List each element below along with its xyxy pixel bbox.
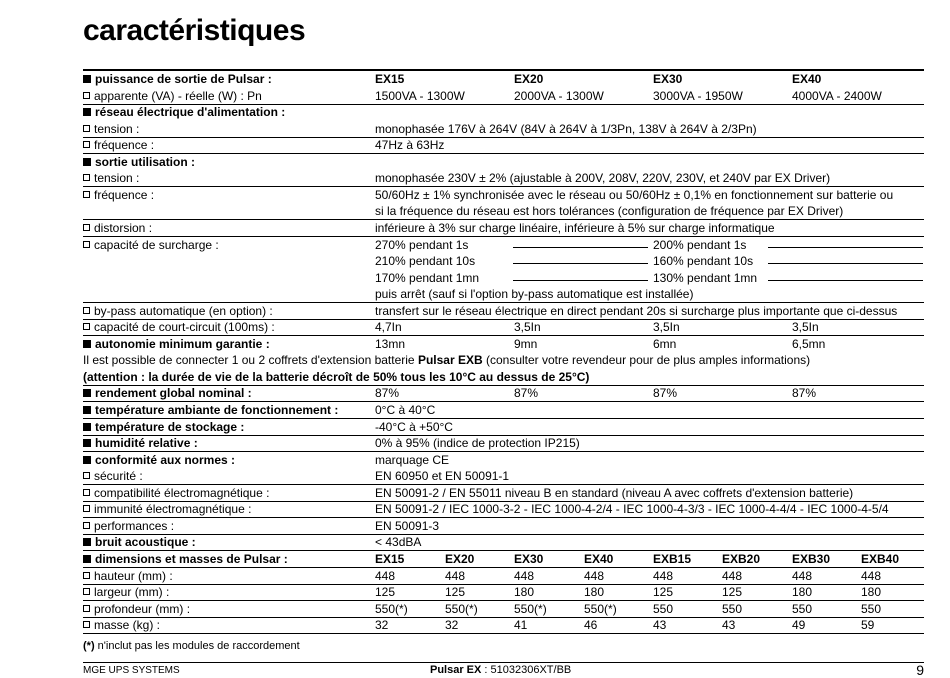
spec-row	[83, 435, 924, 452]
spec-label: apparente (VA) - réelle (W) : Pn	[83, 88, 262, 104]
spec-row	[83, 419, 924, 436]
spec-label: capacité de surcharge :	[83, 237, 219, 253]
spec-row	[83, 286, 924, 303]
spec-row	[83, 402, 924, 419]
spec-cell: EX20	[514, 72, 544, 86]
spec-cell: EX40	[792, 72, 822, 86]
spec-label: capacité de court-circuit (100ms) :	[83, 319, 275, 335]
page-title: caractéristiques	[83, 14, 306, 47]
empty-square-icon	[83, 174, 90, 181]
spec-label: masse (kg) :	[83, 617, 160, 633]
dimension-cell: 448	[861, 568, 882, 583]
spec-row	[83, 303, 924, 320]
blank-line	[768, 237, 923, 248]
spec-cell: 87%	[375, 386, 400, 401]
dimension-cell: 180	[584, 585, 605, 600]
spec-label: sortie utilisation :	[83, 154, 195, 170]
empty-square-icon	[83, 241, 90, 248]
spec-row	[83, 369, 924, 386]
empty-square-icon	[83, 572, 90, 579]
spec-label: réseau électrique d'alimentation :	[83, 104, 285, 120]
empty-square-icon	[83, 191, 90, 198]
filled-square-icon	[83, 456, 91, 464]
dimension-cell: 550	[653, 601, 674, 616]
spec-label: fréquence :	[83, 137, 154, 153]
spec-value: EN 60950 et EN 50091-1	[375, 469, 510, 484]
spec-row	[83, 568, 924, 585]
spec-row	[83, 468, 924, 485]
dimension-cell: EXB20	[722, 551, 761, 566]
spec-value: marquage CE	[375, 452, 450, 467]
dimension-cell: EXB40	[861, 551, 900, 566]
spec-row	[83, 452, 924, 468]
spec-label: dimensions et masses de Pulsar :	[83, 551, 288, 567]
empty-square-icon	[83, 489, 90, 496]
battery-extension-text: Il est possible de connecter 1 ou 2 coffrets d'extension batterie Pulsar EXB (consulter votre revendeur pour de plus amples informations)	[83, 353, 811, 368]
footnote: (*) n'inclut pas les modules de raccordement	[83, 640, 300, 652]
spec-label: immunité électromagnétique :	[83, 501, 251, 517]
filled-square-icon	[83, 75, 91, 83]
dimension-cell: 448	[722, 568, 743, 583]
spec-cell: 1500VA - 1300W	[375, 88, 465, 103]
dimension-cell: 125	[722, 585, 743, 600]
spec-cell: 6mn	[653, 336, 677, 351]
dimension-cell: 125	[445, 585, 466, 600]
footer-company: MGE UPS SYSTEMS	[83, 665, 180, 676]
spec-value: < 43dBA	[375, 535, 422, 550]
spec-cell: EX15	[375, 72, 405, 86]
dimension-cell: 32	[375, 618, 389, 633]
spec-row	[83, 88, 924, 105]
spec-value: 0°C à 40°C	[375, 403, 436, 417]
empty-square-icon	[83, 92, 90, 99]
spec-row	[83, 319, 924, 336]
spec-label: puissance de sortie de Pulsar :	[83, 71, 272, 87]
dimension-cell: 448	[584, 568, 605, 583]
dimension-cell: 448	[792, 568, 813, 583]
dimension-cell: 125	[375, 585, 396, 600]
spec-row	[83, 154, 924, 170]
filled-square-icon	[83, 423, 91, 431]
spec-label: température de stockage :	[83, 419, 244, 435]
spec-label: largeur (mm) :	[83, 584, 169, 600]
dimension-cell: 180	[861, 585, 882, 600]
spec-row	[83, 584, 924, 601]
dimension-cell: EX15	[375, 551, 405, 566]
spec-row	[83, 187, 924, 203]
spec-cell: 3,5In	[514, 320, 541, 335]
empty-square-icon	[83, 472, 90, 479]
dimension-cell: 550(*)	[514, 601, 547, 616]
spec-row	[83, 336, 924, 352]
empty-square-icon	[83, 141, 90, 148]
page-number: 9	[916, 662, 924, 678]
spec-label: bruit acoustique :	[83, 534, 196, 550]
spec-label: hauteur (mm) :	[83, 568, 173, 584]
dimension-cell: EX40	[584, 551, 614, 566]
dimension-cell: 550(*)	[584, 601, 617, 616]
dimension-cell: 32	[445, 618, 459, 633]
spec-value: transfert sur le réseau électrique en direct pendant 20s si surcharge plus importante que ci-dessus	[375, 303, 898, 318]
dimension-cell: 550	[861, 601, 882, 616]
spec-row	[83, 237, 924, 253]
spec-cell: 3000VA - 1950W	[653, 88, 743, 103]
dimension-cell: 46	[584, 618, 598, 633]
spec-label: humidité relative :	[83, 435, 198, 451]
dimension-cell: 180	[514, 585, 535, 600]
spec-cell: 2000VA - 1300W	[514, 88, 604, 103]
blank-line	[768, 253, 923, 264]
blank-line	[768, 270, 923, 281]
spec-value: -40°C à +50°C	[375, 419, 453, 434]
spec-cell: 3,5In	[653, 320, 680, 335]
spec-row	[83, 385, 924, 402]
spec-value: EN 50091-2 / IEC 1000-3-2 - IEC 1000-4-2/4 - IEC 1000-4-3/3 - IEC 1000-4-4/4 - IEC 1000-4-5/4	[375, 502, 889, 517]
spec-label: by-pass automatique (en option) :	[83, 303, 273, 319]
dimension-cell: 43	[653, 618, 667, 633]
spec-row	[83, 501, 924, 518]
spec-cell: EX30	[653, 72, 683, 86]
dimension-cell: EX30	[514, 551, 544, 566]
footer-rule	[83, 662, 924, 663]
spec-row	[83, 121, 924, 138]
overload-value: 200% pendant 1s	[653, 237, 747, 252]
filled-square-icon	[83, 158, 91, 166]
blank-line	[513, 253, 648, 264]
empty-square-icon	[83, 621, 90, 628]
spec-value: puis arrêt (sauf si l'option by-pass automatique est installée)	[375, 287, 694, 302]
empty-square-icon	[83, 588, 90, 595]
dimension-cell: 550(*)	[375, 601, 408, 616]
spec-row	[83, 220, 924, 237]
spec-label: conformité aux normes :	[83, 452, 235, 468]
spec-label: tension :	[83, 121, 139, 137]
spec-cell: 87%	[792, 386, 817, 401]
spec-row	[83, 253, 924, 269]
spec-label: rendement global nominal :	[83, 385, 252, 401]
spec-label: autonomie minimum garantie :	[83, 336, 270, 352]
blank-line	[513, 270, 648, 281]
spec-cell: 87%	[653, 386, 678, 401]
dimension-cell: 550	[792, 601, 813, 616]
dimension-cell: EXB15	[653, 551, 692, 566]
filled-square-icon	[83, 555, 91, 563]
spec-row	[83, 170, 924, 187]
spec-cell: 87%	[514, 386, 539, 401]
overload-value: 130% pendant 1mn	[653, 270, 758, 285]
spec-row	[83, 617, 924, 634]
spec-label: profondeur (mm) :	[83, 601, 190, 617]
filled-square-icon	[83, 439, 91, 447]
spec-value: 0% à 95% (indice de protection IP215)	[375, 436, 580, 451]
dimension-cell: 448	[375, 568, 396, 583]
spec-row	[83, 270, 924, 286]
empty-square-icon	[83, 505, 90, 512]
dimension-cell: 125	[653, 585, 674, 600]
empty-square-icon	[83, 224, 90, 231]
spec-label: distorsion :	[83, 220, 152, 236]
dimension-cell: EX20	[445, 551, 475, 566]
spec-cell: 13mn	[375, 336, 406, 351]
spec-row	[83, 518, 924, 535]
dimension-cell: 448	[653, 568, 674, 583]
dimension-cell: 43	[722, 618, 736, 633]
footer-doc-ref: Pulsar EX : 51032306XT/BB	[430, 664, 572, 676]
spec-value: monophasée 176V à 264V (84V à 264V à 1/3Pn, 138V à 264V à 2/3Pn)	[375, 121, 757, 136]
dimension-cell: 49	[792, 618, 806, 633]
filled-square-icon	[83, 538, 91, 546]
spec-row	[83, 534, 924, 551]
empty-square-icon	[83, 522, 90, 529]
spec-value: inférieure à 3% sur charge linéaire, inférieure à 5% sur charge informatique	[375, 220, 775, 235]
spec-label: compatibilité électromagnétique :	[83, 485, 269, 501]
filled-square-icon	[83, 406, 91, 414]
empty-square-icon	[83, 605, 90, 612]
filled-square-icon	[83, 108, 91, 116]
spec-label: fréquence :	[83, 187, 154, 203]
empty-square-icon	[83, 307, 90, 314]
overload-value: 210% pendant 10s	[375, 254, 476, 269]
spec-label: performances :	[83, 518, 174, 534]
spec-row	[83, 137, 924, 154]
spec-cell: 3,5In	[792, 320, 819, 335]
spec-cell: 4,7In	[375, 320, 402, 335]
spec-cell: 9mn	[514, 336, 538, 351]
spec-row	[83, 352, 924, 368]
spec-row	[83, 71, 924, 87]
blank-line	[513, 237, 648, 248]
dimension-cell: 180	[792, 585, 813, 600]
spec-value: 47Hz à 63Hz	[375, 138, 445, 153]
spec-cell: 4000VA - 2400W	[792, 88, 882, 103]
spec-label: sécurité :	[83, 468, 143, 484]
filled-square-icon	[83, 389, 91, 397]
spec-value: EN 50091-2 / EN 55011 niveau B en standard (niveau A avec coffrets d'extension batterie)	[375, 485, 854, 500]
dimension-cell: 41	[514, 618, 528, 633]
dimension-cell: 448	[514, 568, 535, 583]
dimension-cell: EXB30	[792, 551, 831, 566]
dimension-cell: 550	[722, 601, 743, 616]
overload-value: 270% pendant 1s	[375, 237, 469, 252]
battery-warning-text: (attention : la durée de vie de la batterie décroît de 50% tous les 10°C au dessus de 25°C)	[83, 369, 590, 384]
spec-row	[83, 601, 924, 618]
empty-square-icon	[83, 125, 90, 132]
spec-value: si la fréquence du réseau est hors tolérances (configuration de fréquence par EX Driver)	[375, 204, 844, 219]
spec-row	[83, 551, 924, 568]
spec-cell: 6,5mn	[792, 336, 826, 351]
dimension-cell: 448	[445, 568, 466, 583]
spec-row	[83, 104, 924, 120]
spec-value: monophasée 230V ± 2% (ajustable à 200V, 208V, 220V, 230V, et 240V par EX Driver)	[375, 171, 831, 186]
spec-value: 50/60Hz ± 1% synchronisée avec le réseau ou 50/60Hz ± 0,1% en fonctionnement sur batterie ou	[375, 187, 894, 202]
overload-value: 160% pendant 10s	[653, 254, 754, 269]
empty-square-icon	[83, 323, 90, 330]
dimension-cell: 59	[861, 618, 875, 633]
dimension-cell: 550(*)	[445, 601, 478, 616]
spec-value: EN 50091-3	[375, 518, 440, 533]
spec-label: tension :	[83, 170, 139, 186]
filled-square-icon	[83, 340, 91, 348]
spec-row	[83, 485, 924, 502]
overload-value: 170% pendant 1mn	[375, 270, 480, 285]
spec-row	[83, 203, 924, 220]
spec-label: température ambiante de fonctionnement :	[83, 402, 338, 418]
